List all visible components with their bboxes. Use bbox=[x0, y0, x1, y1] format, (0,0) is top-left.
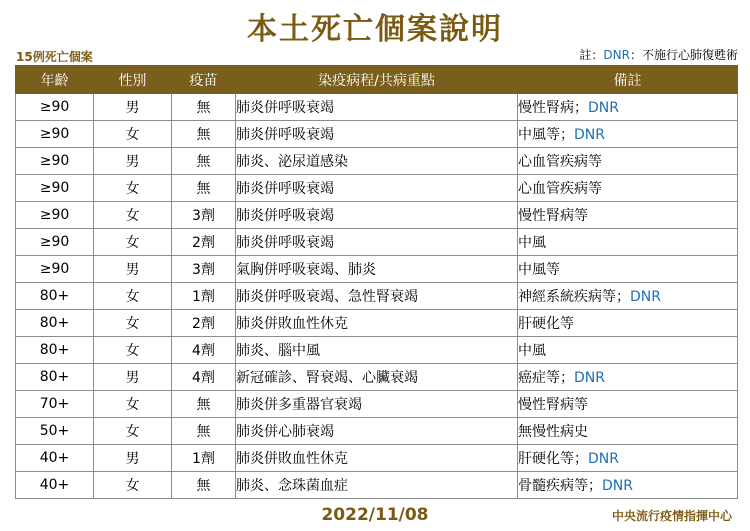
table-row bbox=[16, 148, 738, 175]
cell-course: 肺炎併呼吸衰竭 bbox=[236, 121, 518, 148]
remark-text: 神經系統疾病等； bbox=[518, 289, 630, 305]
cell-age: ≥90 bbox=[16, 94, 94, 121]
cell-age: 50+ bbox=[16, 418, 94, 445]
remark-dnr: DNR bbox=[574, 127, 605, 143]
cell-course: 肺炎、念珠菌血症 bbox=[236, 472, 518, 499]
cell-vaccine: 無 bbox=[172, 418, 236, 445]
cell-remark bbox=[518, 202, 738, 229]
cell-age: 40+ bbox=[16, 472, 94, 499]
cell-age: 80+ bbox=[16, 364, 94, 391]
cell-course: 肺炎併多重器官衰竭 bbox=[236, 391, 518, 418]
header-course: 染疫病程/共病重點 bbox=[236, 66, 518, 94]
cell-sex: 女 bbox=[94, 175, 172, 202]
cell-sex: 女 bbox=[94, 418, 172, 445]
death-cases-table bbox=[15, 65, 738, 499]
cell-vaccine: 無 bbox=[172, 472, 236, 499]
cell-remark bbox=[518, 256, 738, 283]
table-row bbox=[16, 472, 738, 499]
table-row bbox=[16, 94, 738, 121]
remark-text: 慢性腎病等 bbox=[518, 397, 588, 413]
remark-text: 癌症等； bbox=[518, 370, 574, 386]
cell-sex: 男 bbox=[94, 148, 172, 175]
cell-course: 肺炎併呼吸衰竭 bbox=[236, 175, 518, 202]
remark-text: 中風等 bbox=[518, 262, 560, 278]
cell-sex: 男 bbox=[94, 364, 172, 391]
table-row bbox=[16, 418, 738, 445]
cell-age: ≥90 bbox=[16, 256, 94, 283]
cell-vaccine: 2劑 bbox=[172, 310, 236, 337]
table-row bbox=[16, 121, 738, 148]
note-text: ：不施行心肺復甦術 bbox=[629, 48, 738, 62]
cell-age: ≥90 bbox=[16, 202, 94, 229]
cell-sex: 女 bbox=[94, 283, 172, 310]
cell-age: ≥90 bbox=[16, 229, 94, 256]
table-row bbox=[16, 283, 738, 310]
remark-dnr: DNR bbox=[630, 289, 661, 305]
cell-remark bbox=[518, 472, 738, 499]
cell-vaccine: 無 bbox=[172, 175, 236, 202]
cell-vaccine: 無 bbox=[172, 391, 236, 418]
note-dnr: DNR bbox=[603, 48, 630, 62]
cell-course: 肺炎併心肺衰竭 bbox=[236, 418, 518, 445]
cell-course: 肺炎、腦中風 bbox=[236, 337, 518, 364]
cell-age: 70+ bbox=[16, 391, 94, 418]
cell-remark bbox=[518, 445, 738, 472]
cell-age: 40+ bbox=[16, 445, 94, 472]
remark-text: 無慢性病史 bbox=[518, 424, 588, 440]
remark-text: 骨髓疾病等； bbox=[518, 478, 602, 494]
remark-dnr: DNR bbox=[588, 100, 619, 116]
table-row bbox=[16, 202, 738, 229]
remark-dnr: DNR bbox=[574, 370, 605, 386]
cell-sex: 女 bbox=[94, 337, 172, 364]
remark-text: 中風 bbox=[518, 343, 546, 359]
cell-vaccine: 1劑 bbox=[172, 283, 236, 310]
cell-course: 氣胸併呼吸衰竭、肺炎 bbox=[236, 256, 518, 283]
remark-dnr: DNR bbox=[602, 478, 633, 494]
cell-vaccine: 無 bbox=[172, 94, 236, 121]
cell-remark bbox=[518, 229, 738, 256]
cell-remark bbox=[518, 121, 738, 148]
remark-text: 慢性腎病； bbox=[518, 100, 588, 116]
cell-vaccine: 3劑 bbox=[172, 256, 236, 283]
table-row bbox=[16, 391, 738, 418]
table-row bbox=[16, 337, 738, 364]
cell-age: 80+ bbox=[16, 283, 94, 310]
page-title: 本土死亡個案說明 bbox=[247, 12, 503, 47]
case-count-label: 15例死亡個案 bbox=[16, 50, 93, 64]
cell-age: ≥90 bbox=[16, 175, 94, 202]
cell-vaccine: 1劑 bbox=[172, 445, 236, 472]
table-row bbox=[16, 445, 738, 472]
cell-course: 肺炎併呼吸衰竭 bbox=[236, 229, 518, 256]
cell-course: 肺炎併敗血性休克 bbox=[236, 445, 518, 472]
remark-text: 中風等； bbox=[518, 127, 574, 143]
cell-remark bbox=[518, 283, 738, 310]
cell-sex: 女 bbox=[94, 121, 172, 148]
cell-remark bbox=[518, 364, 738, 391]
cell-remark bbox=[518, 94, 738, 121]
remark-text: 肝硬化等； bbox=[518, 451, 588, 467]
header-vaccine: 疫苗 bbox=[172, 66, 236, 94]
cell-sex: 男 bbox=[94, 256, 172, 283]
table-row bbox=[16, 364, 738, 391]
cell-vaccine: 2劑 bbox=[172, 229, 236, 256]
cell-course: 肺炎併呼吸衰竭 bbox=[236, 94, 518, 121]
remark-dnr: DNR bbox=[588, 451, 619, 467]
cell-remark bbox=[518, 175, 738, 202]
cell-vaccine: 無 bbox=[172, 121, 236, 148]
cell-remark bbox=[518, 391, 738, 418]
dnr-footnote bbox=[579, 46, 738, 63]
table-header-row bbox=[16, 66, 738, 94]
table-row bbox=[16, 256, 738, 283]
cell-course: 肺炎併呼吸衰竭、急性腎衰竭 bbox=[236, 283, 518, 310]
cell-course: 肺炎併敗血性休克 bbox=[236, 310, 518, 337]
table-row bbox=[16, 310, 738, 337]
remark-text: 心血管疾病等 bbox=[518, 181, 602, 197]
cell-vaccine: 無 bbox=[172, 148, 236, 175]
cell-sex: 女 bbox=[94, 310, 172, 337]
cell-sex: 男 bbox=[94, 94, 172, 121]
cell-remark bbox=[518, 310, 738, 337]
cell-vaccine: 4劑 bbox=[172, 337, 236, 364]
cell-age: ≥90 bbox=[16, 121, 94, 148]
cell-remark bbox=[518, 148, 738, 175]
header-age: 年齡 bbox=[16, 66, 94, 94]
remark-text: 慢性腎病等 bbox=[518, 208, 588, 224]
cell-sex: 女 bbox=[94, 472, 172, 499]
cell-remark bbox=[518, 337, 738, 364]
table-body bbox=[16, 94, 738, 499]
cell-course: 肺炎併呼吸衰竭 bbox=[236, 202, 518, 229]
note-prefix: 註： bbox=[579, 48, 604, 62]
cell-vaccine: 4劑 bbox=[172, 364, 236, 391]
cell-age: 80+ bbox=[16, 310, 94, 337]
cell-remark bbox=[518, 418, 738, 445]
table-row bbox=[16, 229, 738, 256]
header-sex: 性別 bbox=[94, 66, 172, 94]
remark-text: 肝硬化等 bbox=[518, 316, 574, 332]
cell-age: 80+ bbox=[16, 337, 94, 364]
report-date: 2022/11/08 bbox=[321, 505, 429, 525]
cell-course: 肺炎、泌尿道感染 bbox=[236, 148, 518, 175]
remark-text: 中風 bbox=[518, 235, 546, 251]
cell-age: ≥90 bbox=[16, 148, 94, 175]
cell-sex: 女 bbox=[94, 229, 172, 256]
cell-sex: 男 bbox=[94, 445, 172, 472]
remark-text: 心血管疾病等 bbox=[518, 154, 602, 170]
table-row bbox=[16, 175, 738, 202]
agency-name: 中央流行疫情指揮中心 bbox=[611, 509, 732, 523]
cell-sex: 女 bbox=[94, 202, 172, 229]
cell-vaccine: 3劑 bbox=[172, 202, 236, 229]
header-remark: 備註 bbox=[518, 66, 738, 94]
cell-sex: 女 bbox=[94, 391, 172, 418]
cell-course: 新冠確診、腎衰竭、心臟衰竭 bbox=[236, 364, 518, 391]
